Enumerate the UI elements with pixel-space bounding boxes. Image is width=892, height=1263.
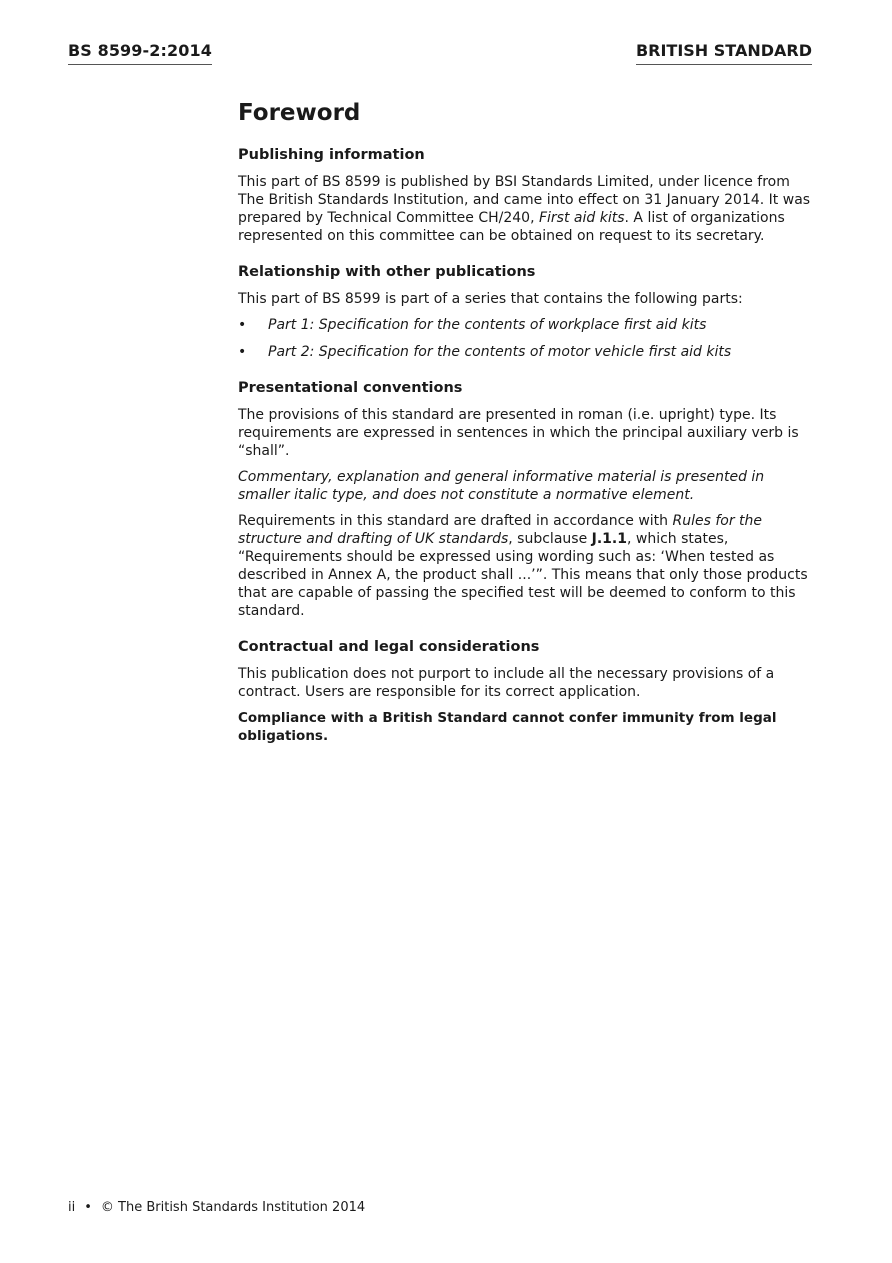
part-2-title: Part 2: Specification for the contents of motor vehicle first aid kits [268,344,732,360]
relationship-intro: This part of BS 8599 is part of a series that contains the following parts: [238,291,743,307]
document-id: BS 8599-2:2014 [68,41,212,65]
compliance-statement: Compliance with a British Standard cannot confer immunity from legal obligations. [238,710,777,744]
footer-bullet-icon: • [84,1200,92,1215]
conventions-paragraph-1: The provisions of this standard are presented in roman (i.e. upright) type. Its requirements are expressed in sentences in which the principal auxiliary verb is “shall”. [238,407,799,459]
publishing-text-b: . A list of organizations represented on this committee can be obtained on request to its secretary. [238,210,785,244]
copyright-notice: © The British Standards Institution 2014 [100,1200,366,1215]
subclause-ref: J.1.1 [591,531,627,547]
publishing-paragraph [238,173,818,245]
committee-title: First aid kits [538,210,625,226]
conventions-heading: Presentational conventions [238,380,463,396]
conventions-text-b: , subclause [508,531,592,547]
standard-label: BRITISH STANDARD [636,41,812,65]
bullet-icon: • [238,344,247,360]
conventions-text-c: , which states, “Requirements should be expressed using wording such as: ‘When tested as described in Annex A, the product shall ...’”. This means that only those products that are capable of passing the specified test will be deemed to conform to this standard. [238,531,808,619]
publishing-heading: Publishing information [238,147,425,163]
list-item [238,316,818,334]
page-number: ii [68,1200,76,1215]
relationship-heading: Relationship with other publications [238,264,536,280]
conventions-paragraph-2: Commentary, explanation and general informative material is presented in smaller italic type, and does not constitute a normative element. [238,469,765,503]
conventions-text-a: Requirements in this standard are drafted in accordance with [238,513,673,529]
list-item [238,343,818,361]
parts-list [238,316,818,361]
rules-title: Rules for the structure and drafting of UK standards [238,513,763,547]
main-content [238,98,818,762]
part-1-title: Part 1: Specification for the contents of workplace first aid kits [268,317,707,333]
legal-heading: Contractual and legal considerations [238,639,540,655]
page-footer [68,1199,365,1217]
publishing-text-a: This part of BS 8599 is published by BSI Standards Limited, under licence from The British Standards Institution, and came into effect on 31 January 2014. It was prepared by Technical Committee CH/240, [238,174,811,226]
page-title: Foreword [238,100,361,126]
conventions-paragraph-3 [238,512,818,620]
legal-paragraph: This publication does not purport to include all the necessary provisions of a contract. Users are responsible for its correct application. [238,666,775,700]
bullet-icon: • [238,317,247,333]
